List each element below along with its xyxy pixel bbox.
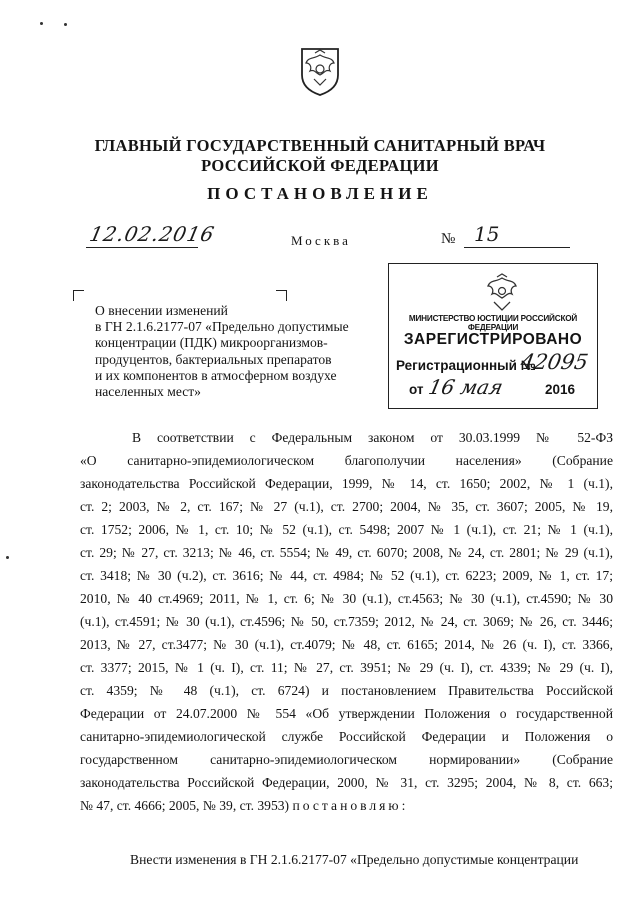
subject-corner-right: [276, 290, 287, 301]
issuer-title-line-2: РОССИЙСКОЙ ФЕДЕРАЦИИ: [201, 156, 439, 175]
stamp-from-label: от: [409, 382, 424, 397]
body-line: 2010, № 40 ст.4969; 2011, № 1, ст. 6; № 30 (ч.1), ст.4563; № 30 (ч.1), ст.4590; № 30: [80, 591, 613, 606]
body-line: ст. 2; 2003, № 2, ст. 167; № 27 (ч.1), ст. 2700; 2004, № 35, ст. 3607; 2005, № 19,: [80, 499, 613, 514]
body-line: ст. 3377; 2015, № 1 (ч. I), ст. 11; № 27, ст. 3951; № 29 (ч. I), ст. 4339; № 29 (ч. I),: [80, 660, 613, 675]
subject-line: концентрации (ПДК) микроорганизмов-: [95, 335, 328, 351]
handwritten-number: 15: [474, 222, 500, 246]
body-line: (ч.1), ст.4591; № 30 (ч.1), ст.4596; № 50, ст.7359; 2012, № 24, ст. 3069; № 26, ст. 3446;: [80, 614, 613, 629]
stamp-registered: ЗАРЕГИСТРИРОВАНО: [403, 331, 583, 348]
body-line-prefix: № 47, ст. 4666; 2005, № 39, ст. 3953): [80, 798, 290, 813]
body-line: ст. 29; № 27, ст. 3213; № 46, ст. 5554; № 49, ст. 6070; 2008, № 24, ст. 2801; № 29 (ч.1),: [80, 545, 613, 560]
scan-mark: [64, 23, 67, 26]
stamp-emblem-icon: [482, 272, 522, 314]
body-line: Федерации от 24.07.2000 № 554 «Об утверждении Положения о государственной: [80, 706, 613, 721]
subject-block: [95, 303, 380, 400]
registration-stamp: [388, 263, 598, 409]
scan-mark: [40, 22, 43, 25]
issuer-title-line-1: ГЛАВНЫЙ ГОСУДАРСТВЕННЫЙ САНИТАРНЫЙ ВРАЧ: [94, 136, 546, 155]
handwritten-date: 12.02.2016: [87, 222, 218, 246]
document-type-title: ПОСТАНОВЛЕНИЕ: [207, 184, 433, 203]
body-line: законодательства Российской Федерации, 2000, № 31, ст. 3295; 2004, № 8, ст. 663;: [80, 775, 613, 790]
subject-line: О внесении изменений: [95, 303, 228, 318]
decree-word: постановляю:: [292, 798, 409, 813]
body-line: санитарно-эпидемиологической службе Российской Федерации и Положения о: [80, 729, 613, 744]
subject-corner-left: [73, 290, 84, 301]
body-line: ст. 1752; 2006, № 1, ст. 10; № 52 (ч.1), ст. 5498; 2007 № 1 (ч.1), ст. 21; № 1 (ч.1),: [80, 522, 613, 537]
stamp-year: 2016: [545, 382, 576, 397]
date-underline: [86, 247, 198, 248]
stamp-reg-number: 42095: [518, 350, 590, 374]
stamp-date: 16 мая: [426, 375, 506, 399]
scan-mark: [6, 556, 9, 559]
subject-line: населенных мест»: [95, 384, 201, 400]
body-line: государственном санитарно-эпидемиологическом нормировании» (Собрание: [80, 752, 613, 767]
number-underline: [464, 247, 570, 248]
body-line: ст. 4359; № 48 (ч.1), ст. 6724) и постановлением Правительства Российской: [80, 683, 613, 698]
number-label: №: [441, 231, 456, 247]
subject-line: продуцентов, бактериальных препаратов: [95, 351, 332, 367]
subject-line: и их компонентов в атмосферном воздухе: [95, 367, 337, 383]
coat-of-arms-emblem: [296, 45, 344, 97]
body-line: «О санитарно-эпидемиологическом благополучии населения» (Собрание: [80, 453, 613, 468]
stamp-reg-label: Регистрационный №: [396, 358, 536, 373]
body-line: ст. 3418; № 30 (ч.2), ст. 3616; № 44, ст. 4984; № 52 (ч.1), ст. 6223; 2009, № 1, ст. 17;: [80, 568, 613, 583]
city-label: Москва: [291, 233, 351, 248]
stamp-ministry: МИНИСТЕРСТВО ЮСТИЦИИ РОССИЙСКОЙ ФЕДЕРАЦИИ: [408, 314, 578, 332]
subject-line: в ГН 2.1.6.2177-07 «Предельно допустимые: [95, 319, 349, 335]
body-line: 2013, № 27, ст.3477; № 30 (ч.1), ст.4079; № 48, ст. 6165; 2014, № 26 (ч. I), ст. 3366,: [80, 637, 613, 652]
body-line: В соответствии с Федеральным законом от 30.03.1999 № 52-ФЗ: [132, 430, 613, 445]
body-line: законодательства Российской Федерации, 1999, № 14, ст. 1650; 2002, № 1 (ч.1),: [80, 476, 613, 491]
resolution-item-line: Внести изменения в ГН 2.1.6.2177-07 «Предельно допустимые концентрации: [130, 852, 579, 867]
body-line-last: [80, 796, 613, 816]
